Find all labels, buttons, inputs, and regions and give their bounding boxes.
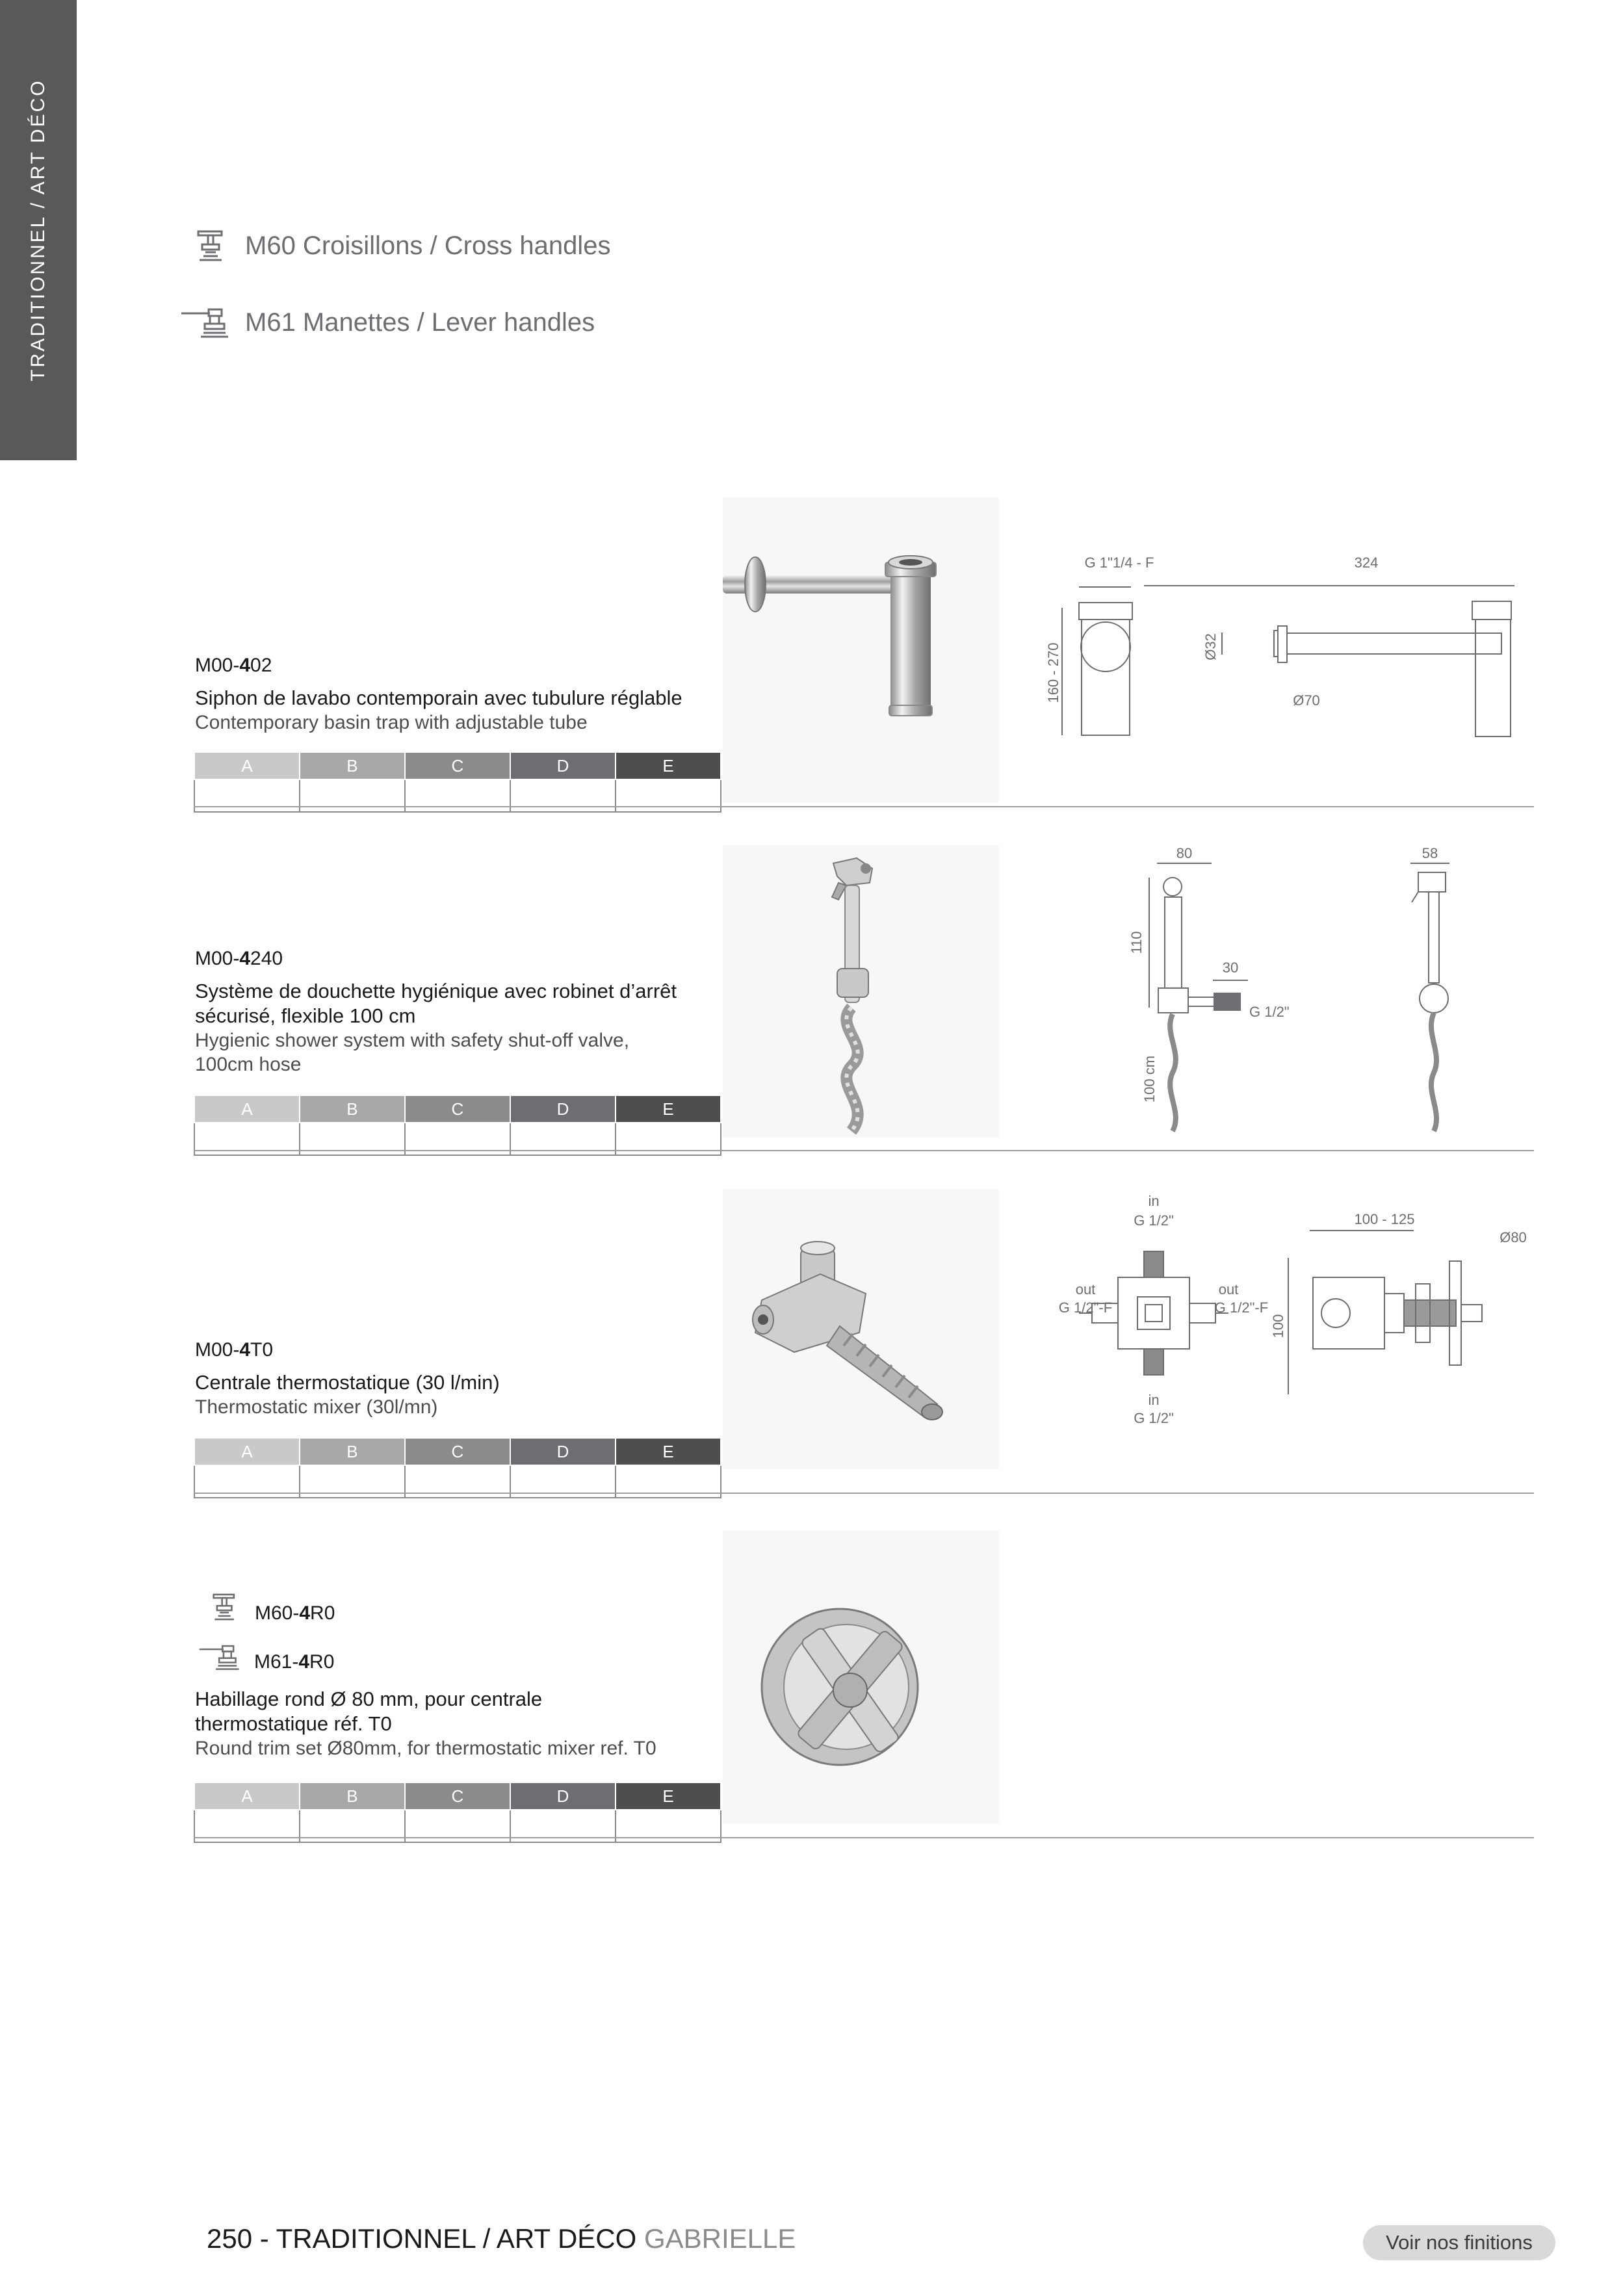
cross-handle-icon — [192, 229, 231, 263]
dim-label: 324 — [1354, 556, 1379, 571]
finish-table — [194, 1437, 721, 1498]
product-reference: M00-4T0 — [195, 1339, 274, 1361]
finish-table — [194, 1782, 721, 1843]
finish-col-e: E — [616, 1438, 721, 1465]
finish-col-a: A — [194, 1095, 300, 1123]
handle-legend-cross — [192, 229, 610, 263]
finish-col-c: C — [405, 1438, 510, 1465]
product-photo-thermostatic-mixer — [723, 1190, 999, 1469]
dim-label: Ø32 — [1202, 633, 1219, 660]
finish-col-d: D — [510, 752, 616, 779]
lever-handle-icon — [198, 1641, 241, 1673]
dim-label: G 1/2" — [1134, 1410, 1174, 1426]
side-tab-label: TRADITIONNEL / ART DÉCO — [27, 79, 49, 382]
dim-label: Ø70 — [1293, 692, 1320, 709]
technical-drawing-basin-trap — [1040, 556, 1547, 744]
finish-col-b: B — [300, 752, 405, 779]
product-ref-row-m60 — [208, 1602, 335, 1624]
handle-legend-lever-label: M61 Manettes / Lever handles — [245, 307, 595, 337]
finish-table — [194, 751, 721, 813]
finish-col-e: E — [616, 1782, 721, 1810]
footer-section: - TRADITIONNEL / ART DÉCO — [252, 2223, 644, 2254]
finish-col-a: A — [194, 1782, 300, 1810]
product-separator — [194, 1150, 1534, 1151]
dim-label: in — [1148, 1392, 1160, 1408]
finish-table — [194, 1095, 721, 1156]
product-separator — [194, 1837, 1534, 1838]
product-title-en: Thermostatic mixer (30l/mn) — [195, 1396, 438, 1418]
dim-label: G 1/2"-F — [1058, 1299, 1113, 1316]
product-photo-hygienic-shower — [723, 845, 999, 1138]
dim-label: 58 — [1422, 845, 1438, 861]
view-finishes-button[interactable]: Voir nos finitions — [1363, 2225, 1555, 2260]
product-reference: M60-4R0 — [255, 1602, 335, 1624]
finish-col-b: B — [300, 1782, 405, 1810]
technical-drawing-hygienic-shower — [1105, 839, 1534, 1144]
dim-label: 30 — [1222, 959, 1239, 976]
product-reference: M61-4R0 — [254, 1651, 335, 1673]
product-title-fr: Siphon de lavabo contemporain avec tubulure réglable — [195, 686, 682, 709]
finish-col-a: A — [194, 752, 300, 779]
finish-col-e: E — [616, 752, 721, 779]
page-number: 250 — [207, 2223, 253, 2254]
technical-drawing-thermostatic-mixer — [1020, 1180, 1540, 1469]
finish-col-b: B — [300, 1095, 405, 1123]
dim-label: out — [1075, 1281, 1096, 1298]
dim-label: in — [1148, 1193, 1160, 1209]
finish-col-a: A — [194, 1438, 300, 1465]
dim-label: 80 — [1176, 845, 1193, 861]
section-side-tab — [0, 0, 77, 460]
dim-label: G 1/2" — [1249, 1004, 1290, 1020]
product-title-fr: Centrale thermostatique (30 l/min) — [195, 1371, 500, 1394]
product-title-en: Contemporary basin trap with adjustable tube — [195, 712, 588, 733]
handle-legend-lever — [192, 306, 595, 339]
finish-col-d: D — [510, 1438, 616, 1465]
product-photo-basin-trap — [723, 497, 999, 803]
dim-label: G 1"1/4 - F — [1084, 556, 1154, 571]
product-separator — [194, 1493, 1534, 1494]
product-photo-round-trim — [723, 1531, 999, 1823]
dim-label: 110 — [1128, 931, 1145, 954]
handle-legend-cross-label: M60 Croisillons / Cross handles — [245, 231, 611, 260]
footer-brand: GABRIELLE — [643, 2223, 796, 2254]
dim-label: G 1/2" — [1134, 1212, 1174, 1229]
dim-label: out — [1218, 1281, 1239, 1298]
finish-col-c: C — [405, 1782, 510, 1810]
lever-handle-icon — [180, 306, 231, 339]
product-ref-row-m61 — [198, 1651, 334, 1673]
cross-handle-icon — [208, 1591, 242, 1623]
dim-label: 100 cm — [1141, 1055, 1158, 1103]
dim-label: 100 - 125 — [1354, 1211, 1415, 1227]
finish-col-b: B — [300, 1438, 405, 1465]
dim-label: 100 — [1270, 1314, 1286, 1338]
product-title-fr: Habillage rond Ø 80 mm, pour centrale thermostatique réf. T0 — [195, 1688, 543, 1735]
page-footer — [207, 2223, 796, 2254]
product-title-en: Round trim set Ø80mm, for thermostatic mixer ref. T0 — [195, 1738, 656, 1759]
finish-col-c: C — [405, 752, 510, 779]
product-reference: M00-4240 — [195, 948, 283, 969]
product-separator — [194, 806, 1534, 807]
product-title-en: Hygienic shower system with safety shut-off valve, 100cm hose — [195, 1030, 630, 1075]
finish-col-c: C — [405, 1095, 510, 1123]
dim-label: Ø80 — [1500, 1229, 1527, 1246]
dim-label: G 1/2"-F — [1214, 1299, 1269, 1316]
product-reference: M00-402 — [195, 655, 272, 676]
finish-col-d: D — [510, 1782, 616, 1810]
finish-col-d: D — [510, 1095, 616, 1123]
product-title-fr: Système de douchette hygiénique avec robinet d’arrêt sécurisé, flexible 100 cm — [195, 980, 677, 1027]
finish-col-e: E — [616, 1095, 721, 1123]
dim-label: 160 - 270 — [1045, 642, 1061, 703]
